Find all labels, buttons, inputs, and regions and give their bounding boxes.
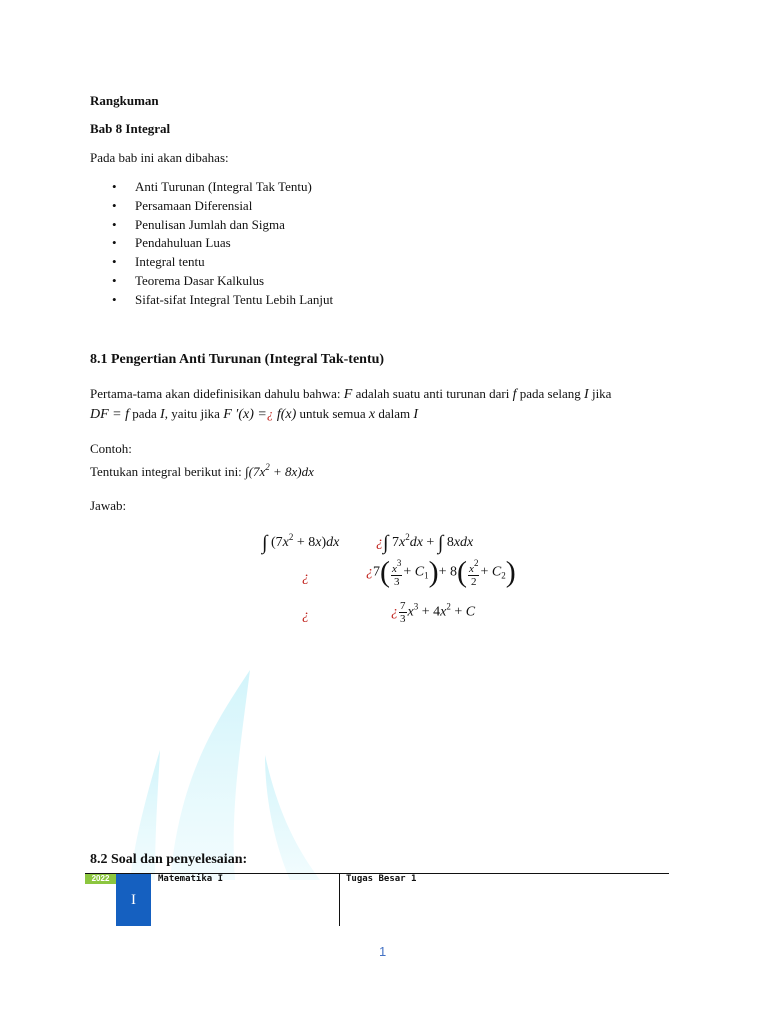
chapter-title: Bab 8 Integral	[90, 121, 171, 136]
bullet-icon: •	[112, 272, 117, 288]
example-label: Contoh:	[90, 441, 132, 456]
topic-label: Penulisan Jumlah dan Sigma	[135, 216, 285, 232]
equation-line-1-rhs: ¿∫ $7x^2dx$ + ∫ 8xdx	[376, 532, 474, 554]
section-title-8-2: 8.2 Soal dan penyelesaian:	[90, 852, 248, 867]
bullet-icon: •	[112, 197, 117, 213]
math-expression: f(x)	[273, 407, 297, 422]
summary-heading: Rangkuman	[90, 93, 159, 108]
list-item	[112, 197, 333, 216]
def-text: adalah suatu anti turunan dari	[352, 386, 513, 401]
intro-text: Pada bab ini akan dibahas:	[90, 150, 229, 165]
roman-numeral-badge: I	[116, 874, 151, 926]
year-badge: 2022	[85, 874, 116, 884]
def-text: , yaitu jika	[164, 406, 224, 421]
bullet-icon: •	[112, 235, 117, 251]
section-title-8-1: 8.1 Pengertian Anti Turunan (Integral Tak-tentu)	[90, 352, 385, 367]
def-text: Pertama-tama akan didefinisikan dahulu bahwa:	[90, 386, 344, 401]
list-item	[112, 178, 333, 197]
list-item	[112, 216, 333, 235]
bullet-icon: •	[112, 291, 117, 307]
equation-line-2-rhs: ¿7( $\frac{x^3}{3}$ + $C_1)+ 8$( $\frac{x^2}{2}$ + $C_2$)	[366, 555, 516, 589]
example-text: Tentukan integral berikut ini:	[90, 464, 242, 479]
math-var: f	[512, 387, 517, 402]
list-item	[112, 272, 333, 291]
math-expression: F ′(x) =	[223, 407, 267, 422]
render-artifact: ¿	[266, 406, 274, 421]
def-text: untuk semua	[296, 406, 369, 421]
topic-list	[112, 178, 333, 310]
answer-label: Jawab:	[90, 498, 127, 513]
example-question	[90, 462, 314, 480]
bullet-icon: •	[112, 216, 117, 232]
footer-divider	[339, 874, 340, 926]
bullet-icon: •	[112, 179, 117, 194]
def-text: jika	[588, 386, 612, 401]
def-text: pada selang	[516, 386, 585, 401]
page-number: 1	[379, 944, 387, 959]
topic-label: Sifat-sifat Integral Tentu Lebih Lanjut	[135, 291, 334, 307]
topic-label: Teorema Dasar Kalkulus	[135, 272, 265, 288]
math-var: I	[584, 387, 589, 402]
equation-line-2-lhs: ¿	[302, 570, 309, 585]
definition-line-1	[90, 386, 611, 403]
topic-label: Pendahuluan Luas	[135, 235, 231, 251]
def-text: dalam	[375, 406, 414, 421]
bullet-icon: •	[112, 254, 117, 270]
math-var: I	[413, 407, 418, 422]
math-var: I	[160, 407, 165, 422]
example-integral: $\int(7x^2 + 8x)dx$	[245, 462, 314, 479]
list-item	[112, 291, 333, 310]
math-var: F	[343, 387, 353, 402]
topic-label: Persamaan Diferensial	[135, 197, 253, 213]
math-expression: DF = f	[90, 407, 129, 422]
def-text: pada	[129, 406, 161, 421]
definition-line-2	[90, 406, 418, 423]
topic-label: Integral tentu	[135, 254, 205, 270]
math-var: x	[368, 407, 376, 422]
list-item	[112, 253, 333, 272]
topic-label: Anti Turunan (Integral Tak Tentu)	[135, 179, 312, 194]
equation-line-1-lhs: ∫ $(7x^2 + 8x)dx$	[262, 532, 340, 554]
equation-line-3-rhs: ¿ $\frac{7}{3}$ $x^3 + 4x^2 + C$	[391, 600, 476, 625]
equation-line-3-lhs: ¿	[302, 608, 309, 623]
course-name: Matematika I	[158, 874, 224, 884]
assignment-name: Tugas Besar 1	[346, 874, 417, 884]
list-item	[112, 234, 333, 253]
